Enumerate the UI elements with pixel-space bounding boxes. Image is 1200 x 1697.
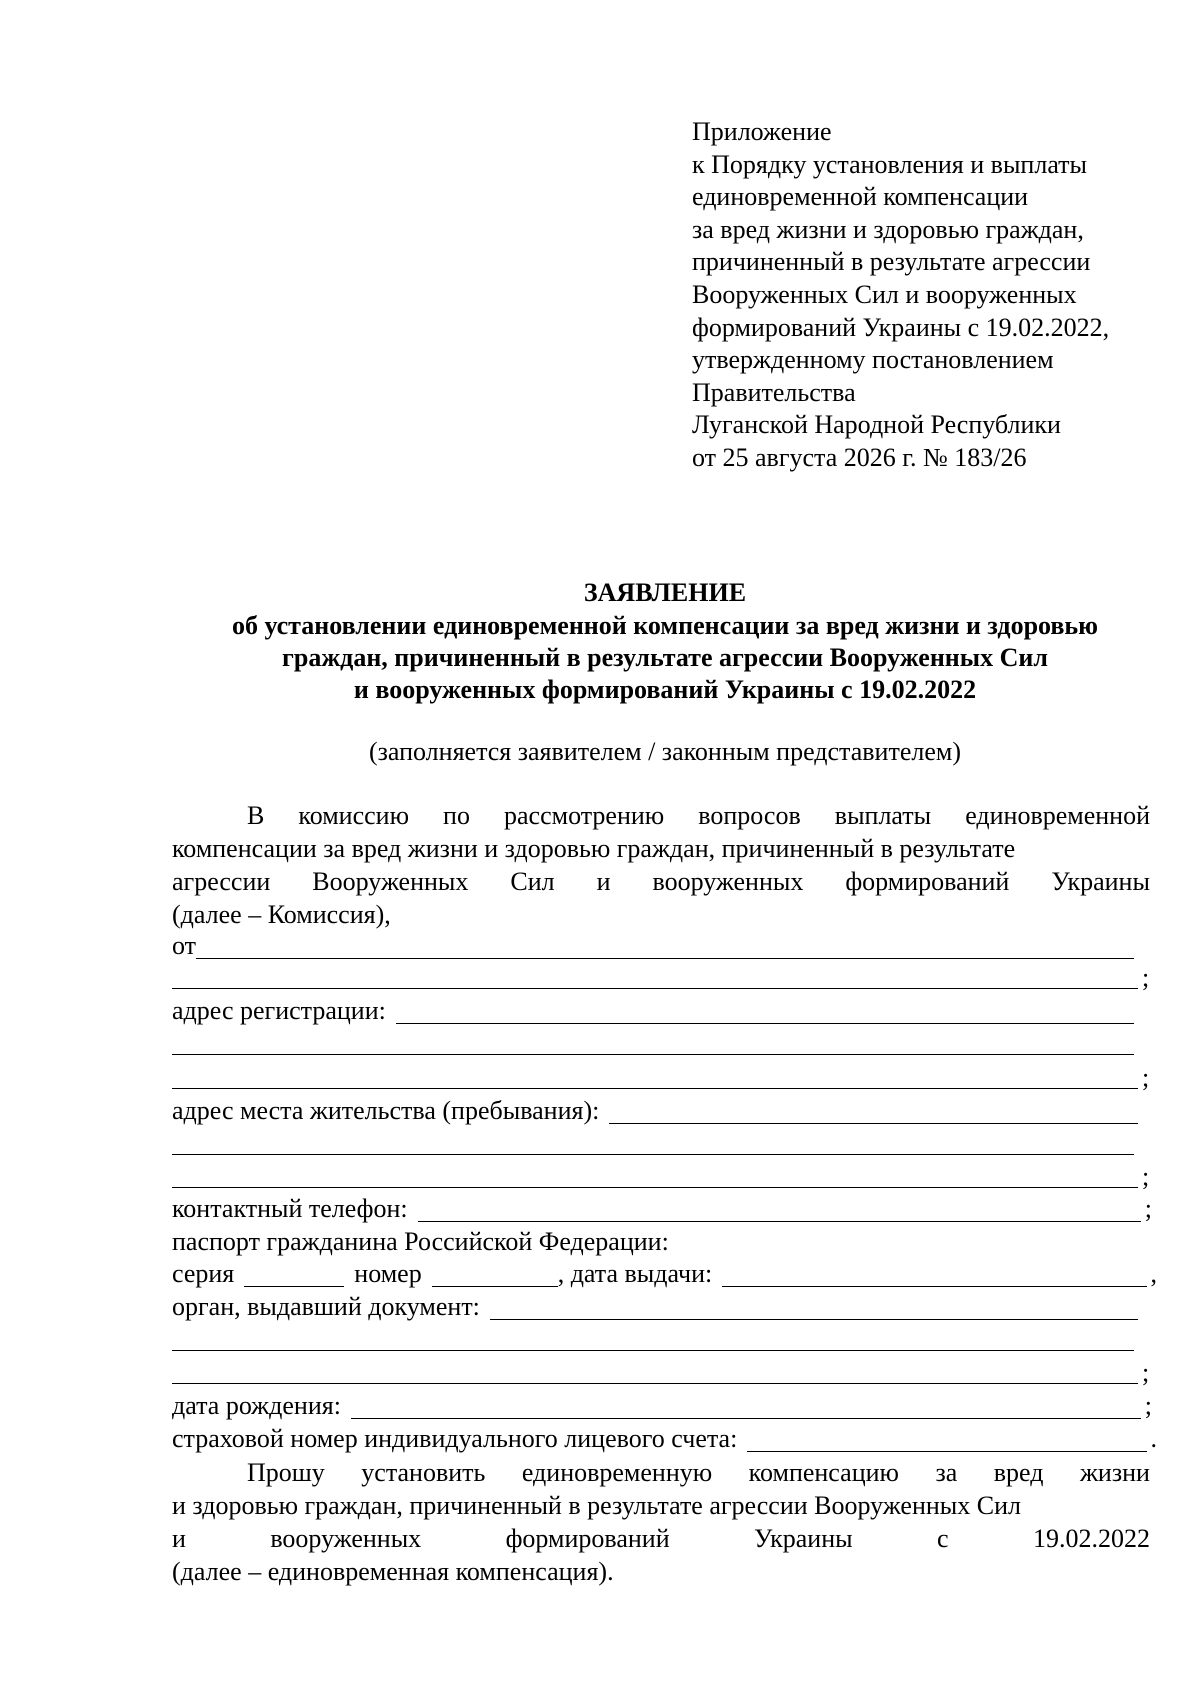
appendix-line: единовременной компенсации <box>692 182 1029 212</box>
word: за <box>935 1458 958 1487</box>
phone-row <box>172 1193 1152 1225</box>
issuer-label: орган, выдавший документ: <box>172 1292 480 1321</box>
word: и <box>596 867 611 896</box>
passport-label: паспорт гражданина Российской Федерации: <box>172 1227 669 1256</box>
passport-issue-date-input[interactable] <box>722 1262 1146 1287</box>
word: жизни <box>1079 1458 1150 1487</box>
word: 19.02.2022 <box>1032 1524 1150 1553</box>
comma: , <box>1150 1259 1157 1288</box>
from-label: от <box>172 931 197 960</box>
word: Украины <box>1051 867 1150 896</box>
residence-address-input[interactable] <box>609 1099 1138 1124</box>
issuer-input[interactable] <box>490 1295 1138 1320</box>
appendix-line: причиненный в результате агрессии <box>692 247 1091 277</box>
word: вооруженных <box>270 1524 422 1553</box>
birth-date-label: дата рождения: <box>172 1391 341 1420</box>
paragraph-line <box>172 799 1150 832</box>
word: вопросов <box>698 801 801 830</box>
period: . <box>1150 1424 1157 1453</box>
semicolon: ; <box>1142 963 1150 992</box>
word: комиссию <box>298 801 409 830</box>
word: Украины <box>754 1524 853 1553</box>
word: Сил <box>510 867 555 896</box>
residence-address-line[interactable] <box>172 1154 1134 1155</box>
word: с <box>937 1524 949 1553</box>
residence-address-label: адрес места жительства (пребывания): <box>172 1096 600 1125</box>
appendix-line: Вооруженных Сил и вооруженных <box>692 279 1077 309</box>
paragraph-line <box>172 1456 1150 1489</box>
paragraph-line <box>172 865 1150 898</box>
snils-input[interactable] <box>747 1427 1146 1452</box>
phone-input[interactable] <box>418 1197 1141 1222</box>
word: Вооруженных <box>312 867 469 896</box>
issuer-line[interactable] <box>172 1383 1138 1384</box>
passport-details-row <box>172 1258 1157 1290</box>
word: В <box>247 801 265 830</box>
paragraph-line: (далее – единовременная компенсация). <box>172 1557 614 1586</box>
document-title-line: и вооруженных формирований Украины с 19.02.2022 <box>353 675 977 704</box>
issuer-line[interactable] <box>172 1350 1134 1351</box>
phone-label: контактный телефон: <box>172 1194 408 1223</box>
document-title: ЗАЯВЛЕНИЕ <box>583 578 747 607</box>
passport-row <box>172 1226 972 1258</box>
residence-address-line[interactable] <box>172 1187 1138 1188</box>
appendix-line: утвержденному постановлением <box>692 345 1054 375</box>
appendix-line: Луганской Народной Республики <box>692 410 1061 440</box>
word: по <box>443 801 470 830</box>
addressee-paragraph <box>172 799 1150 931</box>
from-continuation-line[interactable] <box>172 988 1138 989</box>
appendix-line: формирований Украины с 19.02.2022, <box>692 312 1110 342</box>
registration-address-input[interactable] <box>396 999 1134 1024</box>
semicolon: ; <box>1144 1391 1152 1420</box>
semicolon: ; <box>1142 1358 1150 1387</box>
passport-issue-date-label: , дата выдачи: <box>557 1259 713 1288</box>
word: установить <box>361 1458 486 1487</box>
appendix-line: за вред жизни и здоровью граждан, <box>692 214 1084 244</box>
residence-address-row <box>172 1095 1138 1127</box>
word: формирований <box>845 867 1010 896</box>
registration-address-line[interactable] <box>172 1088 1138 1089</box>
paragraph-line: (далее – Комиссия), <box>172 900 391 929</box>
birth-date-input[interactable] <box>351 1394 1141 1419</box>
paragraph-line: и здоровью граждан, причиненный в результате агрессии Вооруженных Сил <box>172 1491 1021 1520</box>
issuer-row <box>172 1291 1138 1323</box>
birth-date-row <box>172 1390 1152 1422</box>
appendix-line: к Порядку установления и выплаты <box>692 149 1088 179</box>
word: единовременную <box>521 1458 713 1487</box>
word: Прошу <box>247 1458 325 1487</box>
word: выплаты <box>834 801 932 830</box>
from-field-row <box>172 930 1134 962</box>
word: единовременной <box>965 801 1150 830</box>
registration-address-line[interactable] <box>172 1054 1134 1055</box>
word: компенсацию <box>748 1458 899 1487</box>
request-paragraph <box>172 1456 1150 1588</box>
semicolon: ; <box>1142 1162 1150 1191</box>
registration-address-row <box>172 995 1134 1027</box>
appendix-line: от 25 августа 2026 г. № 183/26 <box>692 442 1027 472</box>
word: рассмотрению <box>504 801 665 830</box>
paragraph-line: компенсации за вред жизни и здоровью граждан, причиненный в результате <box>172 834 1016 863</box>
passport-series-label: серия <box>172 1259 235 1288</box>
snils-label: страховой номер индивидуального лицевого счета: <box>172 1424 738 1453</box>
snils-row <box>172 1423 1157 1455</box>
appendix-note <box>692 116 1162 475</box>
passport-number-label: номер <box>354 1259 422 1288</box>
from-input[interactable] <box>196 934 1134 959</box>
paragraph-line <box>172 1522 1150 1555</box>
semicolon: ; <box>1144 1194 1152 1223</box>
word: и <box>172 1524 186 1553</box>
appendix-line: Приложение <box>692 117 832 146</box>
word: вооруженных <box>652 867 804 896</box>
form-subtitle: (заполняется заявителем / законным представителем) <box>368 737 961 766</box>
passport-series-input[interactable] <box>244 1262 344 1287</box>
word: формирований <box>505 1524 670 1553</box>
semicolon: ; <box>1142 1063 1150 1092</box>
word: агрессии <box>172 867 271 896</box>
document-title-line: граждан, причиненный в результате агрессии Вооруженных Сил <box>282 643 1048 672</box>
passport-number-input[interactable] <box>432 1262 558 1287</box>
document-title-line: об установлении единовременной компенсации за вред жизни и здоровью <box>231 611 1099 640</box>
appendix-line: Правительства <box>692 377 856 407</box>
word: вред <box>993 1458 1044 1487</box>
registration-address-label: адрес регистрации: <box>172 996 386 1025</box>
